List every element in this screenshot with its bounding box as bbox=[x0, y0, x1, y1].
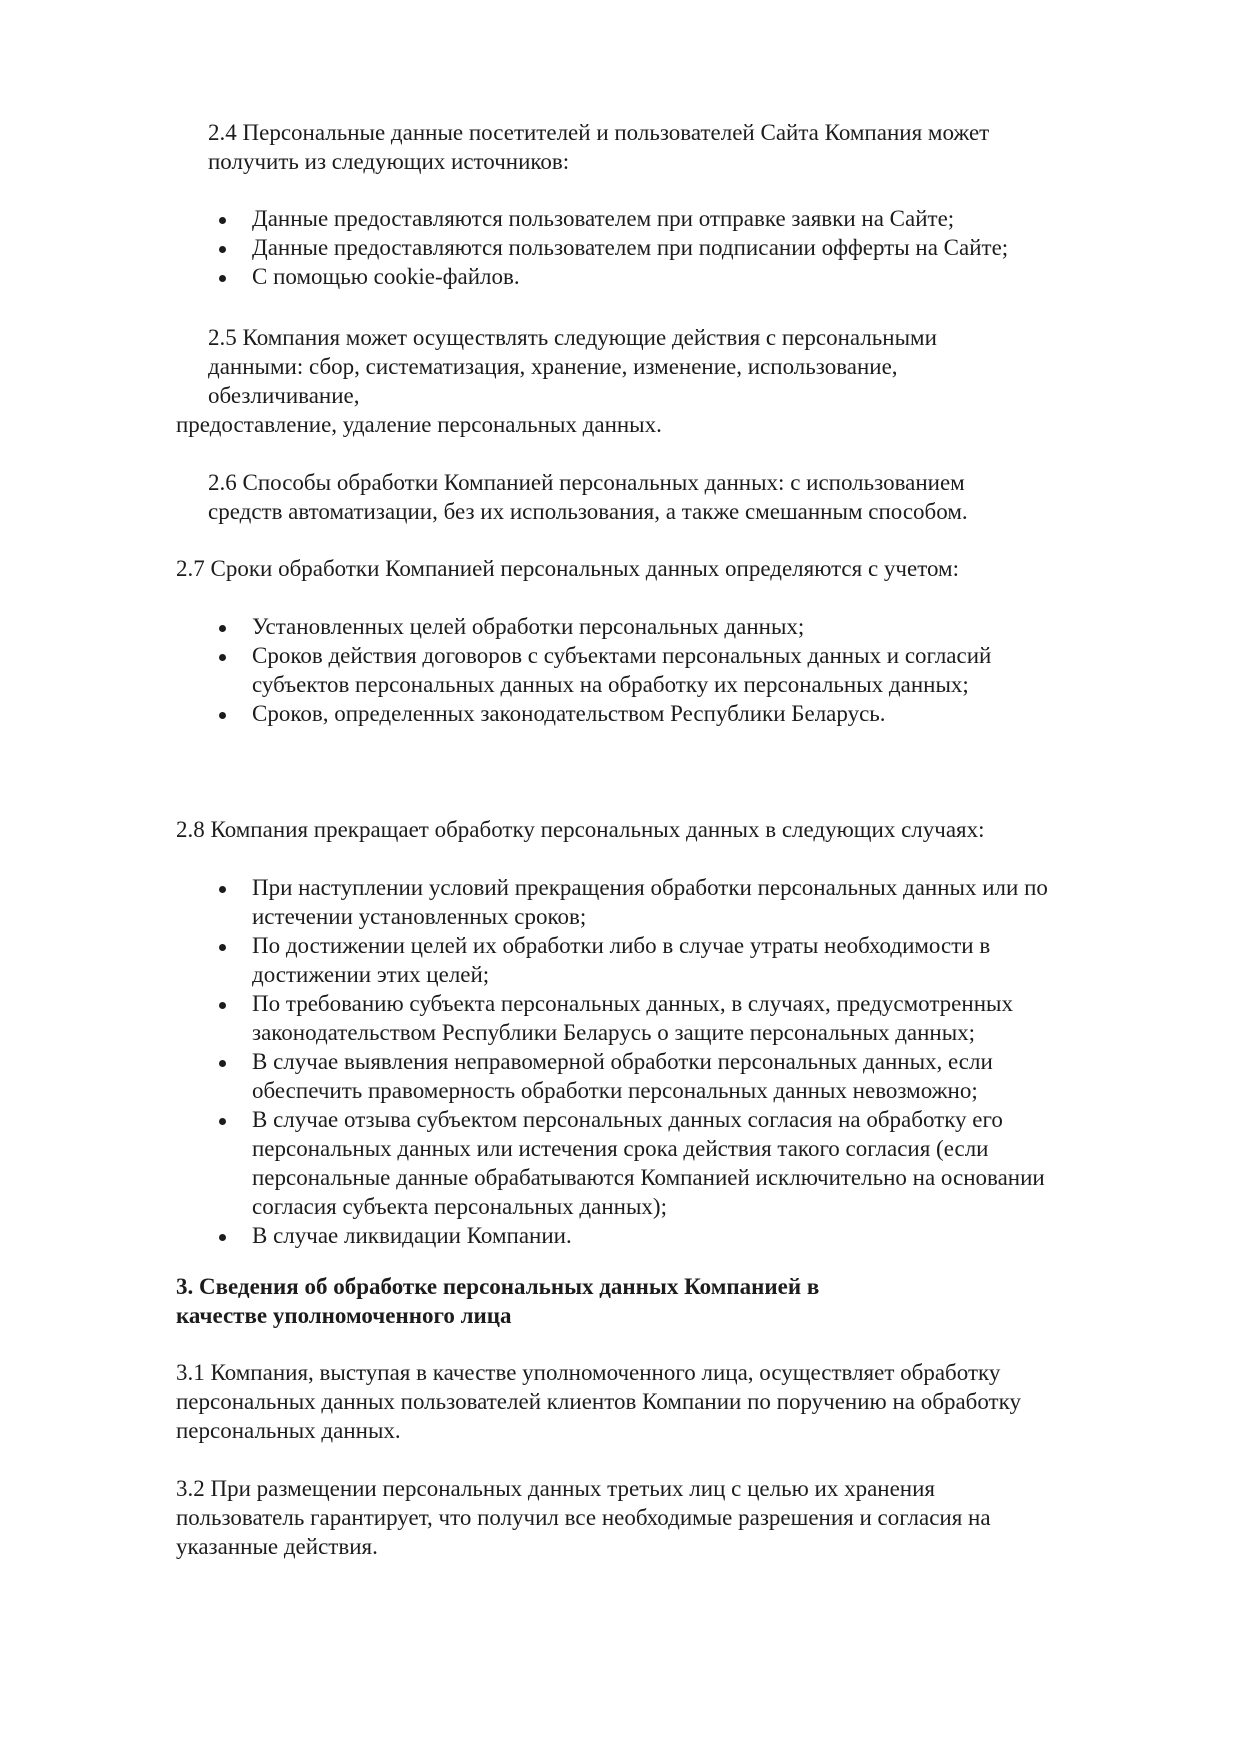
list-item bbox=[176, 1047, 1048, 1105]
bullet-icon bbox=[219, 944, 226, 951]
list-item-line: Сроков действия договоров с субъектами персональных данных и согласий bbox=[252, 643, 992, 668]
paragraph-3-2 bbox=[176, 1474, 991, 1561]
paragraph-line: персональных данных. bbox=[176, 1418, 401, 1443]
paragraph-line: 2.6 Способы обработки Компанией персональных данных: с использованием bbox=[208, 470, 965, 495]
paragraph-2-7 bbox=[176, 554, 959, 583]
bullet-icon bbox=[219, 886, 226, 893]
bullet-list-2-4 bbox=[176, 204, 1008, 291]
paragraph-line: 2.5 Компания может осуществлять следующие действия с персональными bbox=[208, 325, 937, 350]
bullet-icon bbox=[219, 1002, 226, 1009]
list-item-line: достижении этих целей; bbox=[252, 962, 490, 987]
list-item bbox=[176, 1221, 1048, 1250]
list-item bbox=[176, 233, 1008, 262]
list-item-line: Сроков, определенных законодательством Республики Беларусь. bbox=[252, 701, 886, 726]
list-item-line: Данные предоставляются пользователем при отправке заявки на Сайте; bbox=[252, 206, 955, 231]
paragraph-line: 3.2 При размещении персональных данных третьих лиц с целью их хранения bbox=[176, 1476, 935, 1501]
bullet-icon bbox=[219, 1118, 226, 1125]
list-item-line: При наступлении условий прекращения обработки персональных данных или по bbox=[252, 875, 1048, 900]
bullet-list-2-8 bbox=[176, 873, 1048, 1250]
list-item-line: законодательством Республики Беларусь о защите персональных данных; bbox=[252, 1020, 976, 1045]
list-item-line: С помощью cookie-файлов. bbox=[252, 264, 520, 289]
paragraph-2-4 bbox=[208, 118, 989, 176]
list-item-line: истечении установленных сроков; bbox=[252, 904, 587, 929]
bullet-icon bbox=[219, 654, 226, 661]
list-item bbox=[176, 641, 991, 699]
bullet-icon bbox=[219, 246, 226, 253]
paragraph-line: 2.8 Компания прекращает обработку персональных данных в следующих случаях: bbox=[176, 817, 985, 842]
paragraph-line: предоставление, удаление персональных данных. bbox=[176, 412, 662, 437]
paragraph-2-6 bbox=[208, 468, 968, 526]
list-item-line: В случае ликвидации Компании. bbox=[252, 1223, 572, 1248]
paragraph-2-5-continuation bbox=[176, 410, 662, 439]
list-item-line: субъектов персональных данных на обработку их персональных данных; bbox=[252, 672, 969, 697]
list-item bbox=[176, 931, 1048, 989]
list-item-line: В случае отзыва субъектом персональных данных согласия на обработку его bbox=[252, 1107, 1003, 1132]
paragraph-line: средств автоматизации, без их использования, а также смешанным способом. bbox=[208, 499, 968, 524]
list-item-line: В случае выявления неправомерной обработки персональных данных, если bbox=[252, 1049, 993, 1074]
paragraph-line: 2.4 Персональные данные посетителей и пользователей Сайта Компания может bbox=[208, 120, 990, 145]
paragraph-3-1 bbox=[176, 1358, 1021, 1445]
paragraph-line: данными: сбор, систематизация, хранение, изменение, использование, bbox=[208, 354, 898, 379]
bullet-list-2-7 bbox=[176, 612, 991, 728]
paragraph-line: получить из следующих источников: bbox=[208, 149, 570, 174]
paragraph-2-8 bbox=[176, 815, 985, 844]
paragraph-2-5 bbox=[208, 323, 937, 410]
list-item bbox=[176, 262, 1008, 291]
list-item bbox=[176, 1105, 1048, 1221]
heading-line: качестве уполномоченного лица bbox=[176, 1303, 512, 1328]
list-item-line: обеспечить правомерность обработки персональных данных невозможно; bbox=[252, 1078, 978, 1103]
list-item-line: персональных данных или истечения срока действия такого согласия (если bbox=[252, 1136, 989, 1161]
bullet-icon bbox=[219, 1234, 226, 1241]
list-item-line: По достижении целей их обработки либо в случае утраты необходимости в bbox=[252, 933, 991, 958]
list-item-line: согласия субъекта персональных данных); bbox=[252, 1194, 667, 1219]
paragraph-line: пользователь гарантирует, что получил все необходимые разрешения и согласия на bbox=[176, 1505, 991, 1530]
list-item-line: персональные данные обрабатываются Компанией исключительно на основании bbox=[252, 1165, 1045, 1190]
bullet-icon bbox=[219, 275, 226, 282]
heading-line: 3. Сведения об обработке персональных данных Компанией в bbox=[176, 1274, 820, 1299]
list-item-line: Данные предоставляются пользователем при подписании офферты на Сайте; bbox=[252, 235, 1009, 260]
bullet-icon bbox=[219, 712, 226, 719]
bullet-icon bbox=[219, 625, 226, 632]
paragraph-line: персональных данных пользователей клиентов Компании по поручению на обработку bbox=[176, 1389, 1021, 1414]
bullet-icon bbox=[219, 1060, 226, 1067]
list-item bbox=[176, 989, 1048, 1047]
paragraph-line: обезличивание, bbox=[208, 383, 360, 408]
bullet-icon bbox=[219, 217, 226, 224]
paragraph-line: 3.1 Компания, выступая в качестве уполномоченного лица, осуществляет обработку bbox=[176, 1360, 1001, 1385]
list-item-line: Установленных целей обработки персональных данных; bbox=[252, 614, 805, 639]
list-item bbox=[176, 699, 991, 728]
list-item bbox=[176, 873, 1048, 931]
paragraph-line: 2.7 Сроки обработки Компанией персональных данных определяются с учетом: bbox=[176, 556, 959, 581]
list-item-line: По требованию субъекта персональных данных, в случаях, предусмотренных bbox=[252, 991, 1013, 1016]
list-item bbox=[176, 204, 1008, 233]
section-3-heading bbox=[176, 1272, 819, 1330]
paragraph-line: указанные действия. bbox=[176, 1534, 378, 1559]
list-item bbox=[176, 612, 991, 641]
